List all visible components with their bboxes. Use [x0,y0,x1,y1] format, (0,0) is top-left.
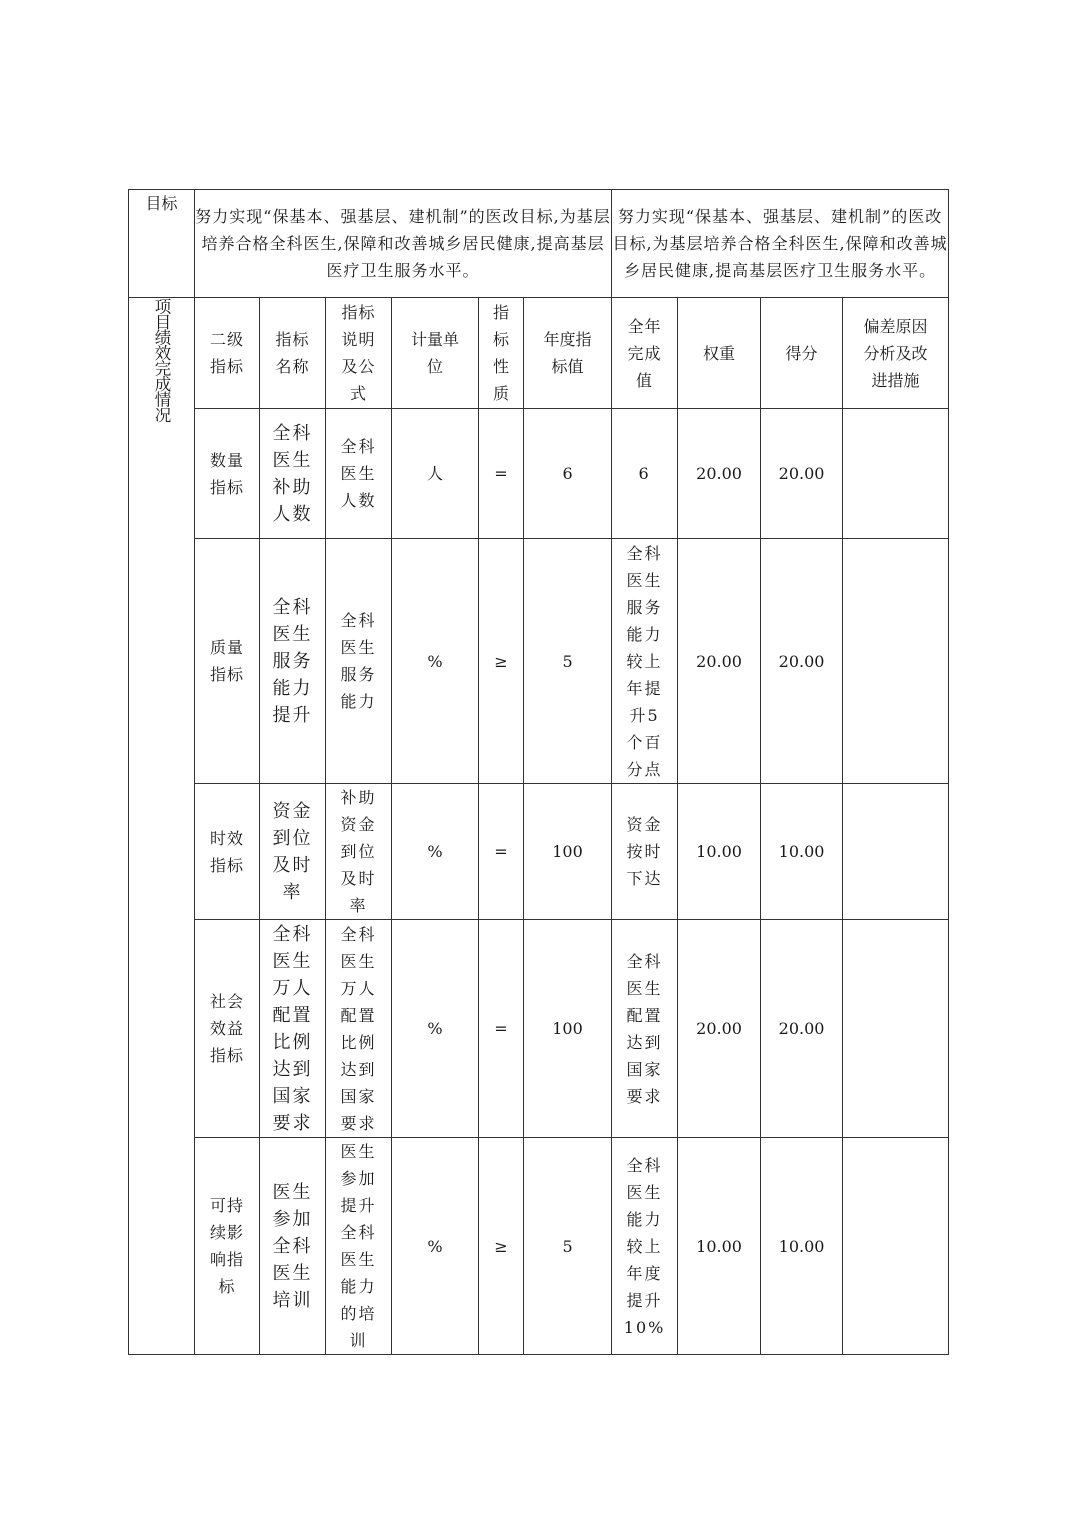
performance-table [128,189,949,1355]
cell-weight: 20.00 [678,539,761,784]
table-row [129,539,949,784]
goal-row [129,190,949,298]
cell-annual: 6 [524,409,612,539]
header-annual: 年度指标值 [524,298,612,409]
header-name: 指标名称 [260,298,326,409]
cell-level2: 质量指标 [195,539,260,784]
table-row [129,409,949,539]
cell-deviation [843,920,949,1138]
cell-desc: 全科医生万人配置比例达到国家要求 [326,920,392,1138]
cell-score: 20.00 [761,920,843,1138]
cell-unit: % [392,539,479,784]
header-nature: 指标性质 [479,298,524,409]
header-deviation: 偏差原因分析及改进措施 [843,298,949,409]
cell-annual: 5 [524,1138,612,1355]
cell-complete: 6 [612,409,678,539]
table-row [129,920,949,1138]
cell-deviation [843,784,949,920]
cell-level2: 时效指标 [195,784,260,920]
cell-complete: 全科医生能力较上年度提升10% [612,1138,678,1355]
cell-score: 20.00 [761,539,843,784]
cell-name: 全科医生万人配置比例达到国家要求 [260,920,326,1138]
cell-level2: 可持续影响指标 [195,1138,260,1355]
header-desc: 指标说明及公式 [326,298,392,409]
cell-level2: 数量指标 [195,409,260,539]
cell-score: 20.00 [761,409,843,539]
cell-annual: 100 [524,784,612,920]
cell-weight: 20.00 [678,409,761,539]
cell-complete: 全科医生配置达到国家要求 [612,920,678,1138]
header-complete: 全年完成值 [612,298,678,409]
goal-text-right: 努力实现“保基本、强基层、建机制”的医改目标,为基层培养合格全科医生,保障和改善城乡居民健康,提高基层医疗卫生服务水平。 [612,190,949,298]
cell-name: 资金到位及时率 [260,784,326,920]
cell-score: 10.00 [761,784,843,920]
header-row [129,298,949,409]
header-weight: 权重 [678,298,761,409]
cell-weight: 20.00 [678,920,761,1138]
section-label: 项目绩效完成情况 [152,298,171,422]
cell-name: 全科医生补助人数 [260,409,326,539]
cell-nature: = [479,920,524,1138]
goal-label: 目标 [129,190,195,298]
cell-score: 10.00 [761,1138,843,1355]
cell-nature: ≥ [479,1138,524,1355]
cell-unit: % [392,920,479,1138]
cell-deviation [843,1138,949,1355]
cell-nature: ≥ [479,539,524,784]
cell-weight: 10.00 [678,784,761,920]
cell-deviation [843,409,949,539]
section-label-cell [129,298,195,1355]
cell-complete: 资金按时下达 [612,784,678,920]
cell-unit: 人 [392,409,479,539]
cell-desc: 全科医生人数 [326,409,392,539]
cell-deviation [843,539,949,784]
cell-name: 医生参加全科医生培训 [260,1138,326,1355]
cell-name: 全科医生服务能力提升 [260,539,326,784]
cell-unit: % [392,1138,479,1355]
cell-complete: 全科医生服务能力较上年提升5个百分点 [612,539,678,784]
cell-annual: 5 [524,539,612,784]
header-score: 得分 [761,298,843,409]
cell-desc: 补助资金到位及时率 [326,784,392,920]
table-row [129,784,949,920]
table-row [129,1138,949,1355]
header-unit: 计量单位 [392,298,479,409]
cell-weight: 10.00 [678,1138,761,1355]
cell-desc: 全科医生服务能力 [326,539,392,784]
goal-text-left: 努力实现“保基本、强基层、建机制”的医改目标,为基层培养合格全科医生,保障和改善城乡居民健康,提高基层医疗卫生服务水平。 [195,190,612,298]
cell-unit: % [392,784,479,920]
cell-nature: = [479,409,524,539]
cell-annual: 100 [524,920,612,1138]
cell-level2: 社会效益指标 [195,920,260,1138]
header-level2: 二级指标 [195,298,260,409]
cell-desc: 医生参加提升全科医生能力的培训 [326,1138,392,1355]
cell-nature: = [479,784,524,920]
